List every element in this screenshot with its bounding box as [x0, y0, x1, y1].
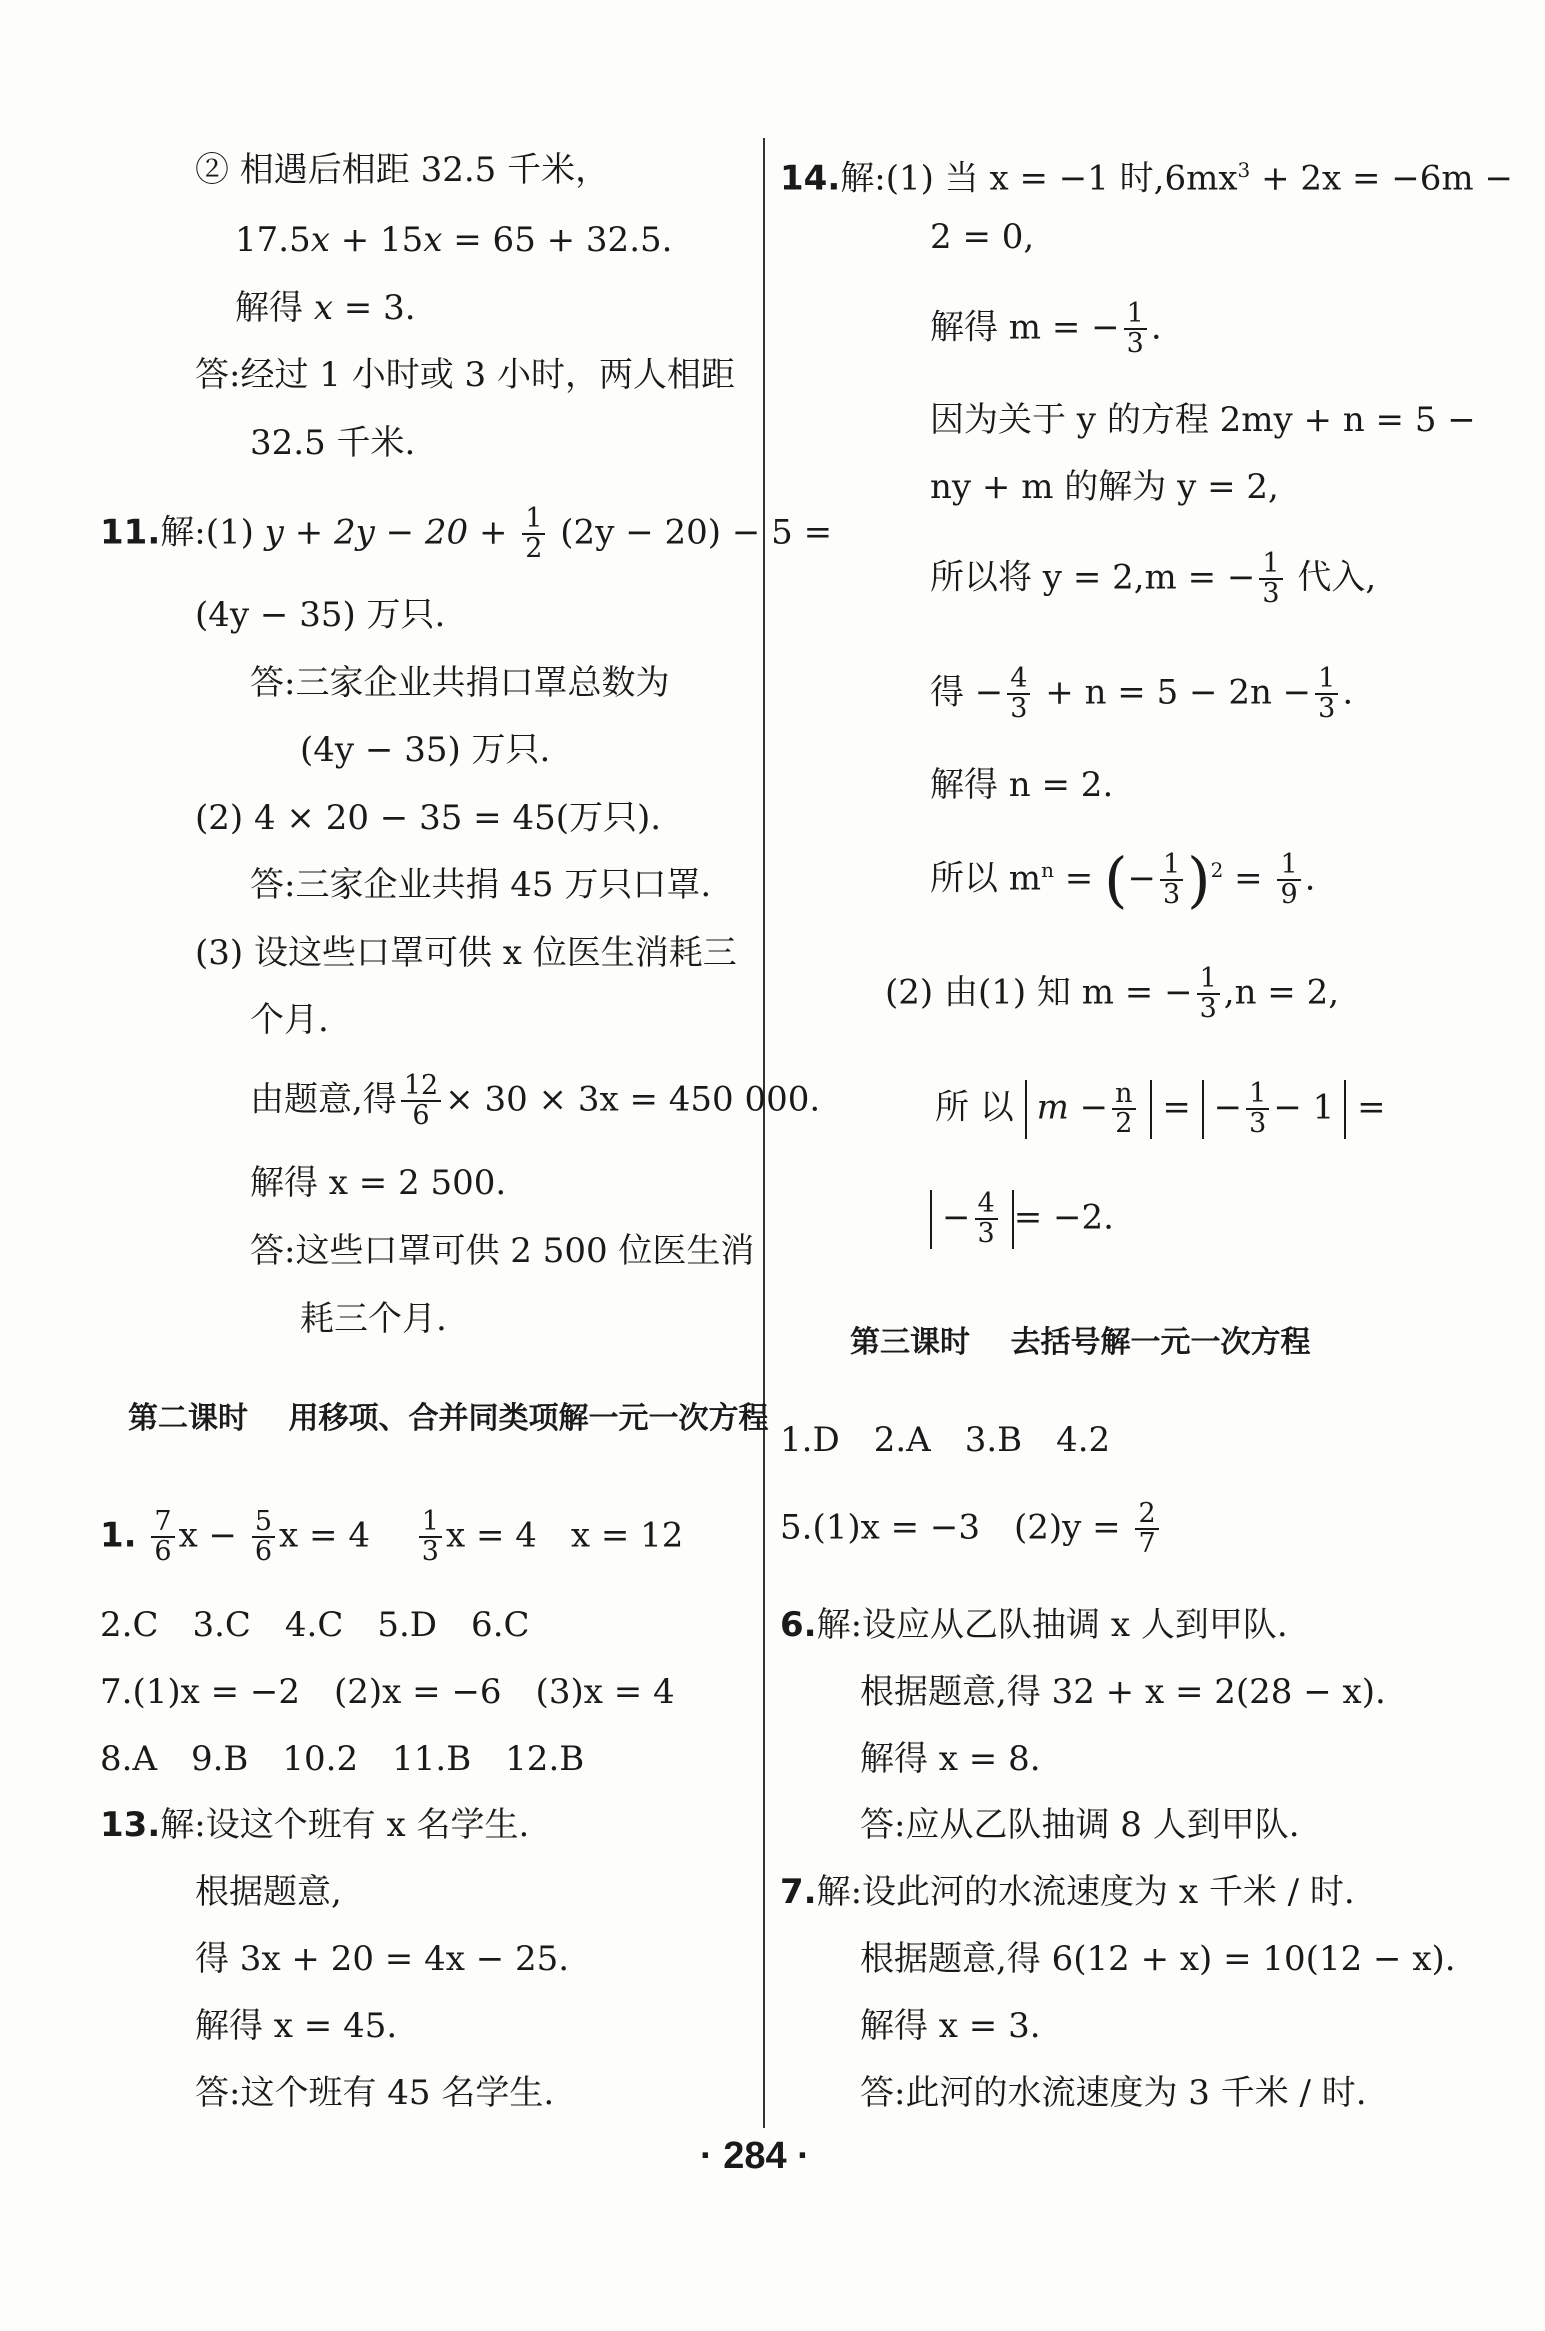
text-line: 答:这些口罩可供 2 500 位医生消 — [250, 1231, 755, 1271]
answer-7: 7.解:设此河的水流速度为 x 千米 / 时. — [780, 1872, 1355, 1912]
right-column — [770, 0, 1545, 2331]
answers-2-6: 2.C 3.C 4.C 5.D 6.C — [100, 1605, 530, 1645]
text-line: 根据题意, — [195, 1872, 342, 1912]
text-line: (3) 设这些口罩可供 x 位医生消耗三 — [195, 933, 737, 973]
text-line: 17.5x + 15x = 65 + 32.5. — [235, 220, 673, 260]
text-line: 根据题意,得 6(12 + x) = 10(12 − x). — [860, 1939, 1456, 1979]
text-line: ny + m 的解为 y = 2, — [930, 467, 1279, 507]
text-line: 解得 x = 3. — [860, 2006, 1041, 2046]
text-line: 答:三家企业共捐 45 万只口罩. — [250, 865, 712, 905]
text-line: 答:此河的水流速度为 3 千米 / 时. — [860, 2073, 1367, 2113]
text-line: 解得 x = 3. — [235, 288, 416, 328]
fraction: $\frac{12}{6}$ — [401, 1072, 441, 1131]
answer-7: 7.(1)x = −2 (2)x = −6 (3)x = 4 — [100, 1672, 675, 1712]
text-line: 答:三家企业共捐口罩总数为 — [250, 663, 670, 703]
text-line: (4y − 35) 万只. — [300, 730, 551, 770]
text-line: 个月. — [250, 1000, 329, 1040]
text-line: 答:这个班有 45 名学生. — [195, 2073, 555, 2113]
answers-8-12: 8.A 9.B 10.2 11.B 12.B — [100, 1739, 585, 1779]
text-line: 解得 m = − $\frac{1}{3}$ . — [930, 298, 1162, 360]
text-line: 根据题意,得 32 + x = 2(28 − x). — [860, 1672, 1386, 1712]
answer-6: 6.解:设应从乙队抽调 x 人到甲队. — [780, 1605, 1288, 1645]
text-line: 解得 n = 2. — [930, 765, 1114, 805]
text-line: 解得 x = 45. — [195, 2006, 398, 2046]
section-heading: 第三课时 去括号解一元一次方程 — [850, 1325, 1311, 1360]
question-11: 11.解:(1) y + 2y − 20 + $\frac{1}{2}$ (2y − 20) − 5 = — [100, 503, 833, 565]
text-line: (4y − 35) 万只. — [195, 595, 446, 635]
text-line: 所以 $m^n$ = (− $\frac{1}{3}$ )$^2$ = $\frac{1}{9}$ . — [930, 845, 1316, 916]
text-line: (2) 由(1) 知 m = − $\frac{1}{3}$ ,n = 2, — [885, 963, 1340, 1025]
text-line: 耗三个月. — [300, 1299, 447, 1339]
text-line: 得 3x + 20 = 4x − 25. — [195, 1939, 570, 1979]
answers-1-4: 1.D 2.A 3.B 4.2 — [780, 1420, 1111, 1460]
text-line: 所以将 y = 2,m = − $\frac{1}{3}$ 代入, — [930, 548, 1377, 610]
text-line: 答:经过 1 小时或 3 小时，两人相距 — [195, 355, 735, 395]
page-number: · 284 · — [700, 2135, 810, 2177]
answer-1: 1. $\frac{7}{6}$ x − $\frac{5}{6}$ x = 4 $\frac{1}{3}$ x = 4 x = 12 — [100, 1506, 684, 1568]
column-divider — [763, 138, 765, 2128]
fraction: $\frac{1}{2}$ — [522, 505, 545, 564]
text-line: 由题意,得 $\frac{12}{6}$ × 30 × 3x = 450 000. — [250, 1070, 821, 1132]
answer-5: 5.(1)x = −3 (2)y = $\frac{2}{7}$ — [780, 1500, 1163, 1559]
text-line: 得 − $\frac{4}{3}$ + n = 5 − 2n − $\frac{1}{3}$ . — [930, 663, 1354, 725]
text-line: ② 相遇后相距 32.5 千米， — [195, 150, 610, 190]
answer-13: 13.解:设这个班有 x 名学生. — [100, 1805, 530, 1845]
text-line: 32.5 千米. — [250, 423, 416, 463]
text-line: 2 = 0, — [930, 217, 1035, 257]
text-line: 答:应从乙队抽调 8 人到甲队. — [860, 1805, 1300, 1845]
text-line: 解得 x = 2 500. — [250, 1163, 507, 1203]
text-line: 解得 x = 8. — [860, 1739, 1041, 1779]
text-line: 因为关于 y 的方程 2my + n = 5 − — [930, 400, 1476, 440]
section-heading: 第二课时 用移项、合并同类项解一元一次方程 — [128, 1401, 769, 1436]
text-line: (2) 4 × 20 − 35 = 45(万只). — [195, 798, 662, 838]
text-line: − $\frac{4}{3}$ = −2. — [930, 1190, 1114, 1249]
text-line: 所 以 m − $\frac{n}{2}$ = − $\frac{1}{3}$ − 1 = — [935, 1078, 1386, 1140]
question-14: 14.解:(1) 当 x = −1 时$,6mx^3 + 2x = -6m$ − — [780, 158, 1513, 199]
